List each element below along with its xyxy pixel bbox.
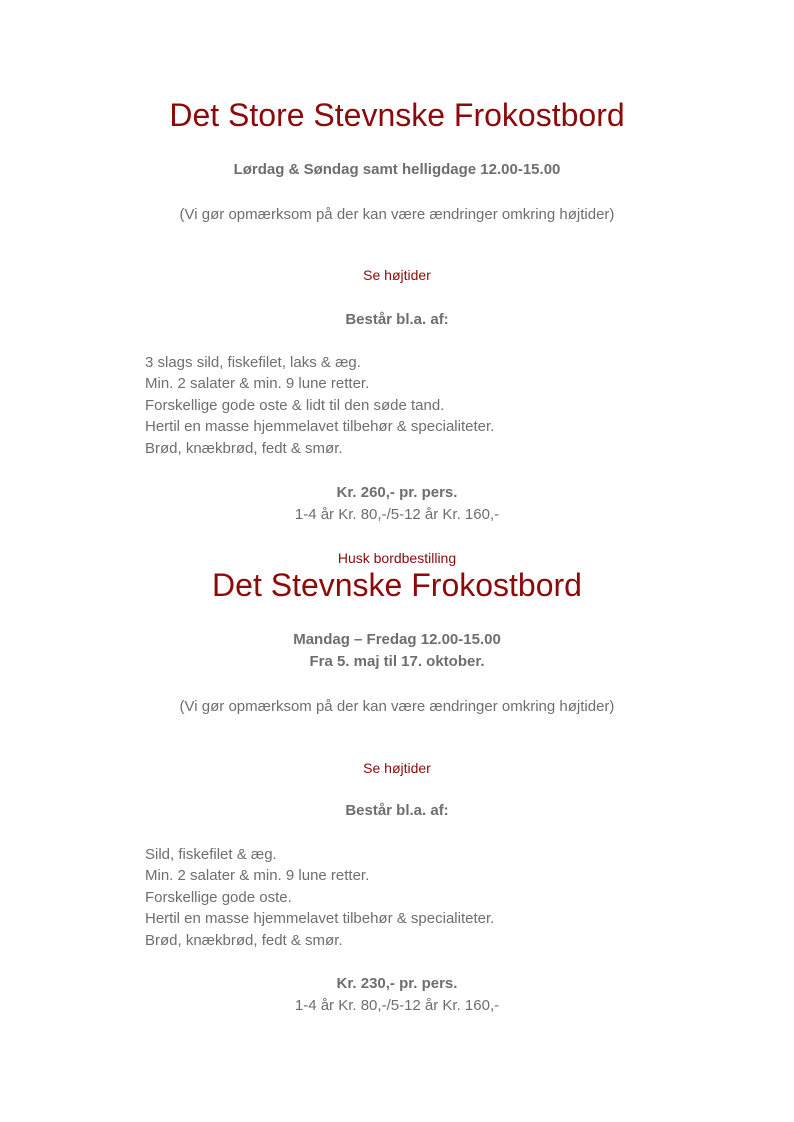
- section1-items-list: [145, 352, 494, 459]
- section2-season: Fra 5. maj til 17. oktober.: [309, 653, 485, 670]
- section2-price: Kr. 230,- pr. pers.: [336, 975, 458, 992]
- list-item: Min. 2 salater & min. 9 lune retter.: [145, 375, 370, 393]
- section2-items-list: [145, 844, 494, 951]
- section2-child-price: 1-4 år Kr. 80,-/5-12 år Kr. 160,-: [294, 997, 500, 1014]
- list-item: Brød, knækbrød, fedt & smør.: [145, 931, 343, 949]
- section1-price: Kr. 260,- pr. pers.: [336, 484, 458, 501]
- section1-notice: (Vi gør opmærksom på der kan være ændringer omkring højtider): [179, 206, 615, 223]
- section2-title: Det Stevnske Frokostbord: [212, 567, 582, 603]
- list-item: Hertil en masse hjemmelavet tilbehør & specialiteter.: [145, 418, 495, 436]
- section2-notice: (Vi gør opmærksom på der kan være ændringer omkring højtider): [179, 698, 615, 715]
- section2-holidays-link[interactable]: Se højtider: [363, 760, 431, 776]
- section1-child-price: 1-4 år Kr. 80,-/5-12 år Kr. 160,-: [294, 506, 500, 523]
- section1-title: Det Store Stevnske Frokostbord: [169, 97, 625, 133]
- section1-holidays-link[interactable]: Se højtider: [363, 267, 431, 283]
- section2-contents-heading: Består bl.a. af:: [345, 802, 449, 819]
- section1-contents-heading: Består bl.a. af:: [345, 311, 449, 328]
- section2-hours: Mandag – Fredag 12.00-15.00: [293, 631, 501, 648]
- list-item: 3 slags sild, fiskefilet, laks & æg.: [145, 354, 361, 371]
- list-item: Forskellige gode oste.: [145, 888, 292, 906]
- list-item: Min. 2 salater & min. 9 lune retter.: [145, 867, 370, 885]
- booking-link[interactable]: Husk bordbestilling: [337, 550, 457, 566]
- list-item: Brød, knækbrød, fedt & smør.: [145, 439, 343, 457]
- section1-hours: Lørdag & Søndag samt helligdage 12.00-15.00: [233, 161, 561, 178]
- list-item: Forskellige gode oste & lidt til den søde tand.: [145, 396, 445, 414]
- list-item: Hertil en masse hjemmelavet tilbehør & specialiteter.: [145, 910, 495, 928]
- list-item: Sild, fiskefilet & æg.: [145, 846, 277, 863]
